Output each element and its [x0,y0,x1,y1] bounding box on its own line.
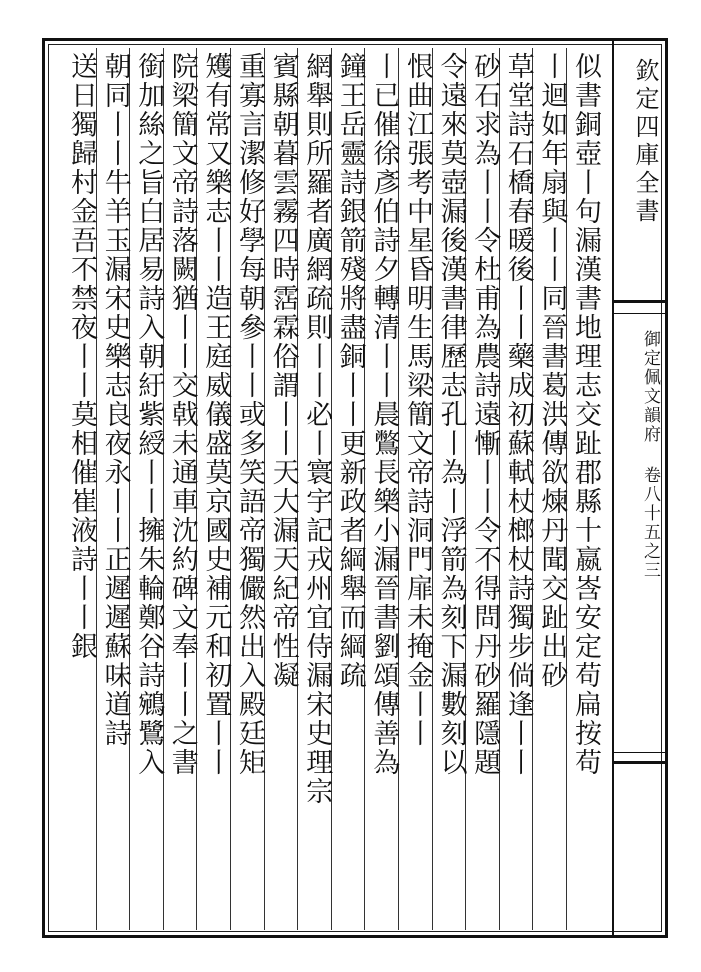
text-column: 重寡言潔修好學每朝參丨丨或多笑語帝獨儼然出入殿廷矩 [234,52,265,777]
text-column: 送日獨歸村金吾不禁夜丨丨莫相催崔液詩丨丨銀 [66,52,97,661]
text-column: 草堂詩石橋春暖後丨丨藥成初蘇軾杖榔杖詩獨步倘逢丨丨 [502,52,534,777]
text-column: 砂石求為丨丨令杜甫為農詩遠慚丨丨令不得問丹砂羅隱題 [469,52,501,777]
text-column: 令遠來莫壺漏後漢書律歷志孔丨為丨浮箭為刻下漏數刻以 [435,52,467,777]
text-column: 賓縣朝暮雲霧四時霑霖俗謂丨丨天大漏天紀帝性凝 [267,52,299,690]
fish-tail-mark-bottom [612,752,666,764]
fish-tail-mark-top [612,300,666,314]
text-column: 丨迴如年扇與丨丨同晉書葛洪傳欲煉丹聞交趾出砂 [536,52,568,690]
text-column: 銜加絲之旨白居易詩入朝紆紫綬丨丨擁朱輪鄭谷詩鵷鷺入 [133,52,165,777]
book-title: 欽定四庫全書 [631,58,659,226]
text-column: 矱有常又樂志丨丨造王庭威儀盛莫京國史補元和初置丨丨 [200,52,232,777]
text-column: 網舉則所羅者廣網疏則丨丨必丨寰宇記戎州宜侍漏宋史理宗 [301,52,333,806]
volume-label: 御定佩文韻府 卷八十五之三 [640,330,660,580]
text-column: 院梁簡文帝詩落闕猶丨丨交戟未通車沈約碑文奉丨丨之書 [166,52,198,777]
text-column: 似書銅壺丨句漏漢書地理志交趾郡縣十嬴㟔安定苟扁按苟 [570,52,601,777]
text-column: 朝同丨丨牛羊玉漏宋史樂志良夜永丨丨正遲遲蘇味道詩 [99,52,131,748]
text-column: 丨已催徐彥伯詩夕轉清丨丨晨鷩長樂小漏晉書劉頌傳善為 [368,52,400,777]
text-column: 鐘王岳靈詩銀箭殘將盡銅丨丨更新政者綱舉而綱疏 [334,52,366,690]
text-column: 恨曲江張考中星昏明生馬梁簡文帝詩洞門扉未掩金丨丨 [402,52,433,748]
